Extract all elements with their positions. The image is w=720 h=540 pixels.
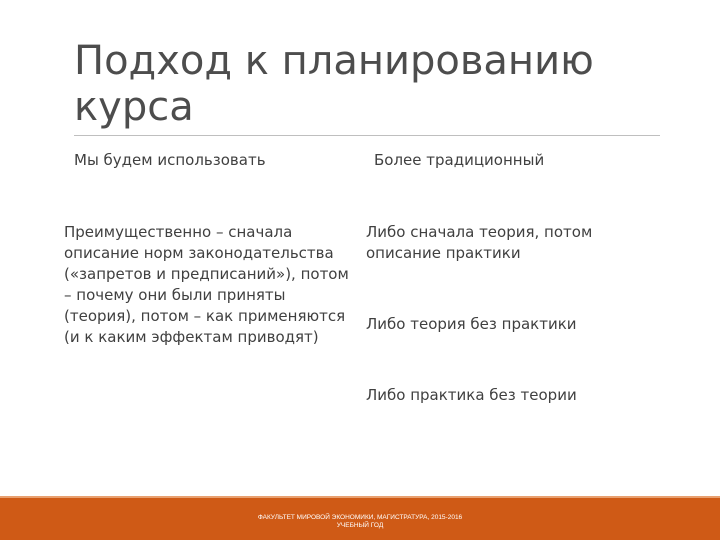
right-item-theory-then-practice: Либо сначала теория, потом описание практики xyxy=(366,223,593,262)
right-item-theory-only: Либо теория без практики xyxy=(366,315,577,333)
right-item-practice-only: Либо практика без теории xyxy=(366,386,577,404)
left-column-body: Преимущественно – сначала описание норм законодательства («запретов и предписаний»), потом – почему они были приняты (теория), потом – как применяются (и к каким эффектам приводят) xyxy=(64,223,349,346)
footer-line-1: ФАКУЛЬТЕТ МИРОВОЙ ЭКОНОМИКИ, МАГИСТРАТУРА, 2015-2016 xyxy=(257,514,463,521)
slide-title: Подход к планированию курса xyxy=(74,38,594,130)
footer-line-2: УЧЕБНЫЙ ГОД xyxy=(336,522,384,529)
footer-text xyxy=(210,514,510,530)
right-column-heading: Более традиционный xyxy=(374,151,545,169)
left-column-heading: Мы будем использовать xyxy=(74,151,266,169)
title-divider xyxy=(74,135,660,136)
